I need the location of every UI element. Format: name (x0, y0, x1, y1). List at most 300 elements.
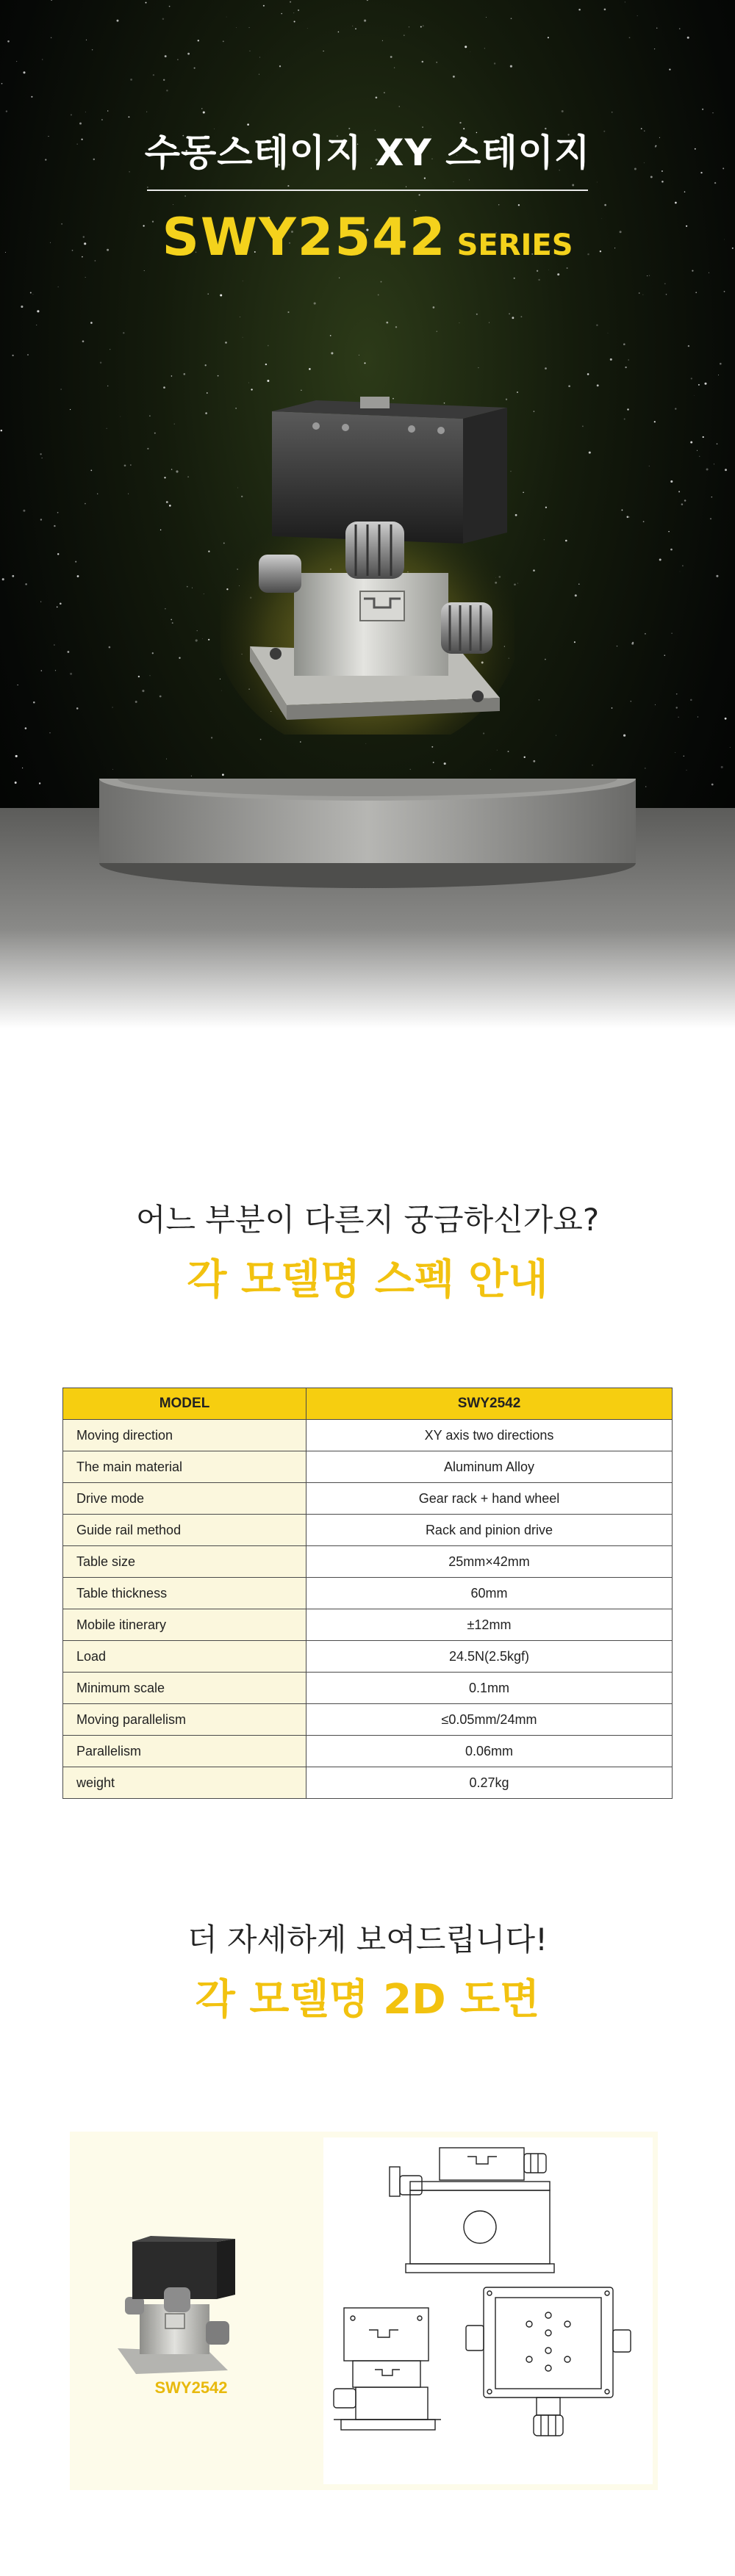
star (517, 392, 518, 393)
star (678, 491, 680, 492)
star (639, 292, 640, 294)
star (557, 273, 559, 275)
star (101, 119, 103, 120)
star (179, 657, 180, 659)
drawing-panel-container (70, 2132, 658, 2490)
drawing-intro-subtitle: 더 자세하게 보여드립니다! (187, 1922, 548, 1958)
star (514, 278, 515, 279)
star (54, 525, 55, 527)
star (314, 302, 316, 304)
star (410, 769, 411, 770)
star (575, 594, 577, 596)
star (166, 501, 168, 503)
star (597, 182, 598, 183)
star (70, 673, 72, 675)
star (365, 743, 366, 744)
star (27, 354, 29, 356)
table-row (63, 1578, 673, 1609)
star (690, 699, 692, 701)
star (112, 769, 113, 770)
spec-key: Table size (63, 1546, 306, 1578)
technical-drawing-panel (323, 2137, 653, 2484)
spec-header-value: SWY2542 (306, 1388, 673, 1420)
star (162, 18, 165, 20)
star (208, 294, 209, 295)
star (699, 456, 700, 457)
star (202, 638, 203, 639)
star (578, 9, 581, 11)
star (612, 707, 613, 709)
star (596, 324, 598, 325)
table-row (63, 1420, 673, 1451)
star (684, 499, 686, 502)
table-row (63, 1483, 673, 1515)
star (251, 389, 252, 390)
star (706, 468, 709, 470)
star (399, 106, 400, 107)
spec-value: 0.27kg (306, 1767, 673, 1799)
star (587, 373, 589, 375)
star (629, 37, 631, 38)
star (679, 28, 681, 29)
spec-value: XY axis two directions (306, 1420, 673, 1451)
star (453, 181, 454, 182)
star (508, 751, 509, 752)
star (386, 322, 388, 324)
star (23, 510, 25, 512)
star (675, 707, 677, 708)
star (382, 40, 383, 41)
star (40, 519, 42, 520)
star (109, 646, 111, 649)
star (174, 424, 175, 425)
star (678, 716, 679, 718)
star (517, 583, 518, 584)
star (265, 364, 267, 365)
star (164, 477, 165, 478)
spec-value: Gear rack + hand wheel (306, 1483, 673, 1515)
star (627, 516, 629, 518)
spec-table (62, 1388, 673, 1799)
star (154, 433, 156, 434)
star (695, 292, 697, 293)
product-thumbnail-image (99, 2227, 246, 2389)
star (149, 675, 150, 676)
star (169, 505, 171, 507)
spec-key: Moving parallelism (63, 1704, 306, 1736)
star (90, 322, 93, 324)
star (293, 12, 294, 13)
star (565, 540, 567, 542)
star (664, 283, 666, 284)
spec-value: ±12mm (306, 1609, 673, 1641)
star (207, 392, 208, 394)
star (453, 76, 455, 78)
table-row (63, 1609, 673, 1641)
table-row (63, 1546, 673, 1578)
star (621, 509, 623, 510)
star (76, 707, 79, 710)
star (142, 690, 144, 692)
star (153, 74, 154, 76)
star (287, 311, 289, 313)
star (100, 361, 101, 363)
star (625, 367, 626, 368)
star (690, 441, 692, 444)
star (205, 412, 207, 414)
star (25, 727, 27, 729)
table-row (63, 1767, 673, 1799)
star (643, 521, 645, 522)
star (694, 395, 695, 396)
star (498, 204, 499, 205)
star (645, 633, 646, 635)
star (668, 531, 670, 533)
star (681, 503, 684, 505)
star (538, 279, 539, 281)
star (21, 306, 23, 308)
star (524, 757, 526, 758)
star (196, 639, 198, 641)
star (710, 518, 711, 519)
star (574, 641, 576, 643)
star (203, 111, 205, 113)
star (649, 275, 650, 276)
star (355, 28, 356, 29)
star (169, 6, 171, 7)
star (6, 110, 7, 112)
star (77, 575, 79, 577)
star (331, 352, 333, 354)
star (187, 586, 188, 588)
star (578, 583, 579, 584)
spec-key: Guide rail method (63, 1515, 306, 1546)
star (730, 747, 731, 748)
spec-key: Parallelism (63, 1736, 306, 1767)
star (187, 53, 190, 55)
star (712, 112, 713, 113)
star (16, 61, 17, 62)
star (675, 202, 677, 204)
star (404, 35, 405, 36)
star (692, 270, 693, 271)
star (515, 514, 517, 516)
hero-model-name: SWY2542 (162, 207, 447, 267)
star (494, 62, 495, 64)
spec-intro-question: 어느 부분이 다른지 궁금하신가요? (135, 1202, 600, 1238)
star (545, 507, 547, 508)
star (267, 380, 269, 382)
star (627, 408, 628, 410)
star (25, 583, 27, 585)
hero-section (0, 0, 735, 1028)
star (704, 383, 706, 385)
star (698, 384, 700, 386)
star (511, 18, 512, 19)
star (376, 96, 378, 98)
hero-subtitle: 수동스테이지 XY 스테이지 (144, 131, 591, 174)
star (31, 96, 32, 98)
star (223, 40, 224, 42)
spec-value: ≤0.05mm/24mm (306, 1704, 673, 1736)
star (236, 27, 237, 28)
star (725, 718, 727, 720)
star (166, 90, 168, 92)
star (476, 314, 478, 315)
spec-key: Load (63, 1641, 306, 1673)
star (656, 27, 657, 28)
star (124, 464, 126, 466)
star (724, 291, 725, 292)
star (688, 345, 689, 347)
star (680, 571, 681, 572)
star (465, 46, 467, 48)
star (60, 602, 62, 605)
star (424, 177, 426, 178)
star (572, 184, 574, 187)
star (147, 448, 148, 450)
star (338, 32, 340, 33)
star (655, 704, 656, 705)
star (367, 0, 368, 1)
star (85, 503, 86, 505)
star (37, 310, 39, 312)
spec-value: 60mm (306, 1578, 673, 1609)
star (248, 27, 249, 28)
star (711, 497, 713, 498)
star (592, 765, 593, 766)
star (1, 83, 3, 84)
star (197, 630, 198, 631)
star (194, 68, 196, 69)
star (567, 267, 568, 269)
star (647, 275, 648, 276)
star (533, 569, 535, 571)
star (309, 368, 311, 370)
star (163, 79, 165, 81)
pedestal-and-ground (0, 779, 735, 1028)
star (201, 108, 202, 109)
star (40, 453, 41, 455)
star (166, 759, 167, 760)
star (365, 362, 366, 364)
star (172, 622, 173, 624)
star (218, 375, 219, 377)
star (720, 363, 722, 365)
star (120, 416, 121, 417)
spec-value: 25mm×42mm (306, 1546, 673, 1578)
spec-table-header-row (63, 1388, 673, 1420)
spec-key: The main material (63, 1451, 306, 1483)
star (423, 25, 424, 26)
star (669, 68, 670, 70)
star (23, 71, 25, 73)
star (208, 551, 209, 552)
star (57, 553, 59, 555)
star (384, 92, 385, 93)
star (433, 306, 435, 309)
star (184, 373, 186, 375)
spec-value: Rack and pinion drive (306, 1515, 673, 1546)
star (15, 755, 18, 757)
star (298, 10, 299, 11)
drawing-section-heading: 각 모델명 2D 도면 (195, 1976, 540, 2024)
star (92, 49, 93, 50)
star (545, 367, 547, 369)
star (290, 1, 291, 3)
star (33, 701, 35, 704)
spec-header-key: MODEL (63, 1388, 306, 1420)
spec-key: Drive mode (63, 1483, 306, 1515)
hero-model-suffix: SERIES (456, 228, 573, 262)
star (330, 335, 331, 336)
table-row (63, 1704, 673, 1736)
star (390, 56, 392, 58)
star (364, 20, 366, 22)
2d-technical-drawing (323, 2137, 653, 2484)
star (187, 476, 189, 477)
star (307, 28, 308, 29)
star (548, 37, 549, 38)
star (537, 270, 538, 272)
star (510, 65, 512, 68)
spec-section-heading: 각 모델명 스펙 안내 (187, 1256, 548, 1304)
star (260, 739, 262, 740)
star (208, 639, 209, 641)
spec-key: Mobile itinerary (63, 1609, 306, 1641)
star (470, 51, 471, 52)
table-row (63, 1451, 673, 1483)
star (433, 762, 434, 763)
star (589, 452, 591, 454)
star (287, 185, 289, 187)
star (198, 40, 199, 41)
star (444, 762, 446, 765)
star (165, 55, 167, 57)
star (654, 421, 656, 422)
star (205, 364, 207, 366)
star (431, 746, 433, 748)
star (171, 375, 173, 377)
star (82, 340, 85, 342)
star (281, 13, 282, 15)
star (107, 110, 108, 111)
star (725, 469, 727, 471)
star (632, 642, 634, 643)
spec-value: 0.06mm (306, 1736, 673, 1767)
star (610, 358, 612, 361)
star (628, 359, 629, 361)
table-row (63, 1515, 673, 1546)
star (436, 62, 437, 63)
star (676, 693, 678, 695)
star (675, 408, 676, 409)
star (533, 760, 535, 762)
star (659, 559, 662, 561)
star (545, 659, 546, 660)
star (171, 619, 172, 621)
star (220, 294, 222, 296)
spec-key: Table thickness (63, 1578, 306, 1609)
table-row (63, 1736, 673, 1767)
star (146, 2, 147, 4)
spec-key: Minimum scale (63, 1673, 306, 1704)
star (263, 5, 265, 7)
star (159, 696, 162, 698)
star (714, 182, 716, 184)
star (268, 345, 269, 347)
spec-value: 24.5N(2.5kgf) (306, 1641, 673, 1673)
star (486, 17, 487, 18)
star (381, 281, 382, 283)
star (604, 9, 606, 11)
star (582, 425, 584, 427)
star (664, 654, 665, 655)
star (691, 378, 692, 379)
star (597, 384, 599, 386)
star (568, 385, 570, 387)
star (623, 735, 625, 737)
star (562, 110, 564, 112)
star (32, 294, 33, 295)
star (670, 480, 673, 483)
spec-key: weight (63, 1767, 306, 1799)
star (160, 530, 162, 531)
star (294, 21, 295, 22)
star (686, 770, 687, 771)
star (12, 575, 14, 577)
star (497, 750, 498, 751)
table-row (63, 1673, 673, 1704)
star (490, 770, 491, 771)
star (144, 270, 145, 271)
star (300, 741, 301, 743)
star (128, 116, 129, 118)
spec-key: Moving direction (63, 1420, 306, 1451)
star (57, 286, 59, 288)
star (702, 109, 703, 110)
star (163, 386, 165, 389)
star (90, 470, 92, 472)
hero-divider (147, 190, 588, 191)
drawing-model-label: SWY2542 (154, 2378, 228, 2397)
star (130, 79, 132, 81)
star (222, 773, 224, 776)
star (721, 766, 723, 768)
star (509, 313, 510, 314)
star (419, 194, 420, 195)
star (54, 644, 55, 646)
star (57, 607, 58, 608)
star (662, 181, 664, 183)
star (130, 465, 131, 466)
hero-model-title (0, 207, 735, 267)
star (211, 737, 212, 738)
star (226, 17, 227, 18)
star (123, 332, 124, 333)
star (12, 355, 13, 356)
star (518, 204, 520, 206)
star (57, 512, 59, 513)
star (670, 549, 673, 551)
star (684, 191, 686, 192)
star (176, 470, 178, 472)
star (395, 326, 397, 328)
star (717, 444, 718, 445)
star (7, 40, 10, 43)
star (629, 516, 630, 517)
star (55, 670, 56, 671)
